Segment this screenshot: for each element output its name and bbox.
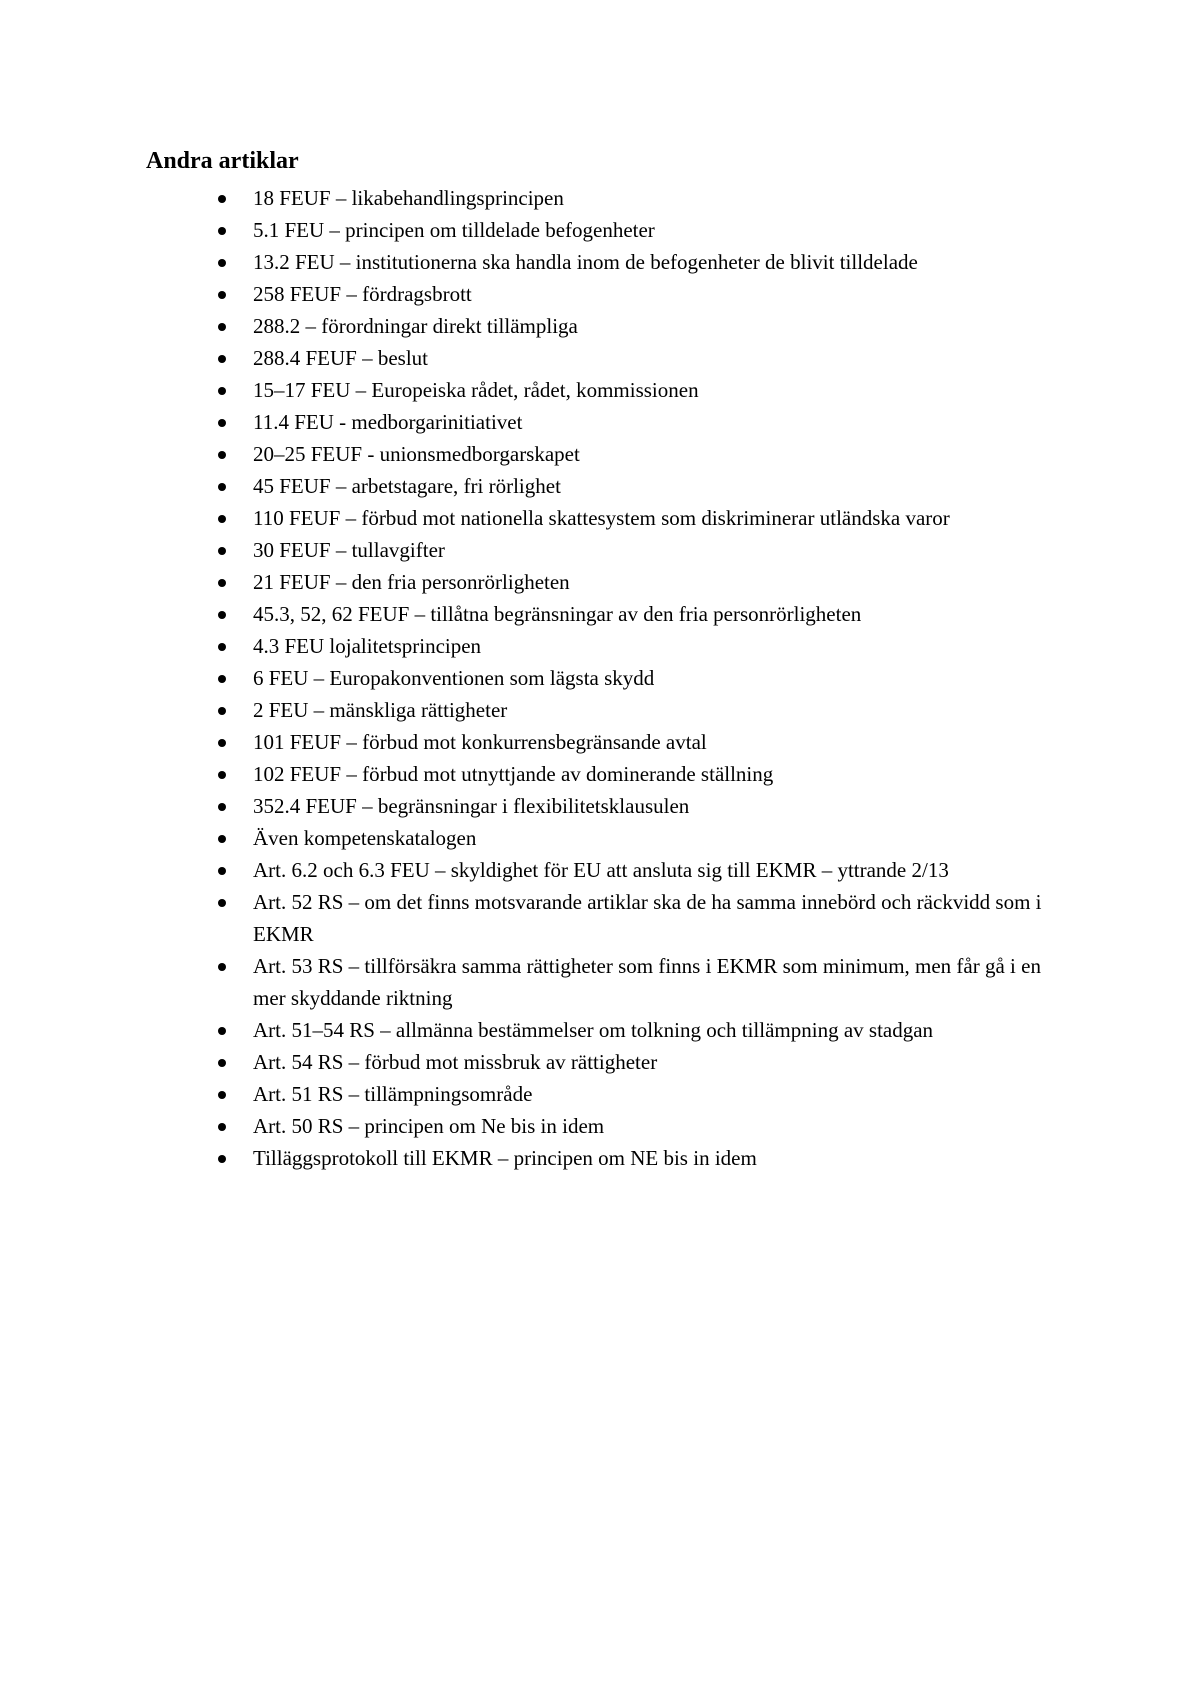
- list-item: [0, 470, 1200, 502]
- list-item-text: 13.2 FEU – institutionerna ska handla inom de befogenheter de blivit tilldelade: [253, 250, 918, 274]
- list-item: [0, 1078, 1200, 1110]
- list-item: [0, 278, 1200, 310]
- list-item: [0, 630, 1200, 662]
- list-item-text: 2 FEU – mänskliga rättigheter: [253, 698, 508, 722]
- list-item: [0, 694, 1200, 726]
- list-item: [0, 790, 1200, 822]
- bullet-icon: [218, 355, 226, 363]
- list-item-text: 258 FEUF – fördragsbrott: [253, 282, 472, 306]
- list-item-text: 6 FEU – Europakonventionen som lägsta skydd: [253, 666, 655, 690]
- bullet-icon: [218, 259, 226, 267]
- list-item-text: Art. 50 RS – principen om Ne bis in idem: [253, 1114, 605, 1138]
- list-item: [0, 534, 1200, 566]
- bullet-icon: [218, 867, 226, 875]
- list-item-text: 352.4 FEUF – begränsningar i flexibilitetsklausulen: [253, 794, 690, 818]
- bullet-icon: [218, 451, 226, 459]
- list-item-text: Även kompetenskatalogen: [253, 826, 477, 850]
- bullet-icon: [218, 707, 226, 715]
- bullet-icon: [218, 323, 226, 331]
- list-item-text: 4.3 FEU lojalitetsprincipen: [253, 634, 482, 658]
- bullet-icon: [218, 419, 226, 427]
- bullet-icon: [218, 195, 226, 203]
- bullet-icon: [218, 1123, 226, 1131]
- bullet-icon: [218, 227, 226, 235]
- list-item: [0, 1046, 1200, 1078]
- list-item-text: 45.3, 52, 62 FEUF – tillåtna begränsningar av den fria personrörligheten: [253, 602, 862, 626]
- list-item-text: 11.4 FEU - medborgarinitiativet: [253, 410, 523, 434]
- list-item: [0, 310, 1200, 342]
- list-item-text: Art. 51 RS – tillämpningsområde: [253, 1082, 533, 1106]
- list-item: [0, 566, 1200, 598]
- bullet-icon: [218, 1059, 226, 1067]
- list-item: [0, 662, 1200, 694]
- bullet-icon: [218, 835, 226, 843]
- bullet-icon: [218, 963, 226, 971]
- bullet-icon: [218, 547, 226, 555]
- list-item-text: 18 FEUF – likabehandlingsprincipen: [253, 186, 564, 210]
- article-list: [0, 182, 1200, 1174]
- list-item: [0, 342, 1200, 374]
- list-item-text: Tilläggsprotokoll till EKMR – principen om NE bis in idem: [253, 1146, 757, 1170]
- list-item: [0, 1142, 1200, 1174]
- list-item: [0, 854, 1200, 886]
- list-item-text: 45 FEUF – arbetstagare, fri rörlighet: [253, 474, 561, 498]
- bullet-icon: [218, 611, 226, 619]
- bullet-icon: [218, 291, 226, 299]
- list-item-text: 101 FEUF – förbud mot konkurrensbegränsande avtal: [253, 730, 707, 754]
- list-item: [0, 758, 1200, 790]
- list-item-text: Art. 52 RS – om det finns motsvarande artiklar ska de ha samma innebörd och räckvidd som i EKMR: [253, 890, 1042, 946]
- bullet-icon: [218, 1027, 226, 1035]
- section-heading: Andra artiklar: [146, 148, 299, 174]
- bullet-icon: [218, 771, 226, 779]
- list-item-text: Art. 53 RS – tillförsäkra samma rättigheter som finns i EKMR som minimum, men får gå i en mer skyddande riktning: [253, 954, 1041, 1010]
- list-item: [0, 822, 1200, 854]
- list-item-text: 15–17 FEU – Europeiska rådet, rådet, kommissionen: [253, 378, 699, 402]
- bullet-icon: [218, 643, 226, 651]
- bullet-icon: [218, 899, 226, 907]
- list-item: [0, 1110, 1200, 1142]
- list-item: [0, 438, 1200, 470]
- list-item: [0, 886, 1200, 950]
- list-item: [0, 214, 1200, 246]
- bullet-icon: [218, 1155, 226, 1163]
- list-item-text: Art. 54 RS – förbud mot missbruk av rättigheter: [253, 1050, 658, 1074]
- bullet-icon: [218, 483, 226, 491]
- list-item-text: 30 FEUF – tullavgifter: [253, 538, 445, 562]
- list-item: [0, 950, 1200, 1014]
- list-item-text: 288.2 – förordningar direkt tillämpliga: [253, 314, 578, 338]
- list-item: [0, 374, 1200, 406]
- list-item-text: Art. 51–54 RS – allmänna bestämmelser om tolkning och tillämpning av stadgan: [253, 1018, 934, 1042]
- bullet-icon: [218, 739, 226, 747]
- list-item: [0, 246, 1200, 278]
- list-item: [0, 406, 1200, 438]
- list-item-text: Art. 6.2 och 6.3 FEU – skyldighet för EU att ansluta sig till EKMR – yttrande 2/13: [253, 858, 949, 882]
- bullet-icon: [218, 579, 226, 587]
- bullet-icon: [218, 387, 226, 395]
- bullet-icon: [218, 803, 226, 811]
- list-item: [0, 502, 1200, 534]
- list-item-text: 21 FEUF – den fria personrörligheten: [253, 570, 570, 594]
- list-item-text: 20–25 FEUF - unionsmedborgarskapet: [253, 442, 580, 466]
- bullet-icon: [218, 515, 226, 523]
- list-item: [0, 182, 1200, 214]
- list-item-text: 5.1 FEU – principen om tilldelade befogenheter: [253, 218, 655, 242]
- list-item-text: 288.4 FEUF – beslut: [253, 346, 429, 370]
- list-item: [0, 726, 1200, 758]
- list-item: [0, 1014, 1200, 1046]
- list-item-text: 102 FEUF – förbud mot utnyttjande av dominerande ställning: [253, 762, 774, 786]
- list-item-text: 110 FEUF – förbud mot nationella skattesystem som diskriminerar utländska varor: [253, 506, 950, 530]
- bullet-icon: [218, 675, 226, 683]
- list-item: [0, 598, 1200, 630]
- bullet-icon: [218, 1091, 226, 1099]
